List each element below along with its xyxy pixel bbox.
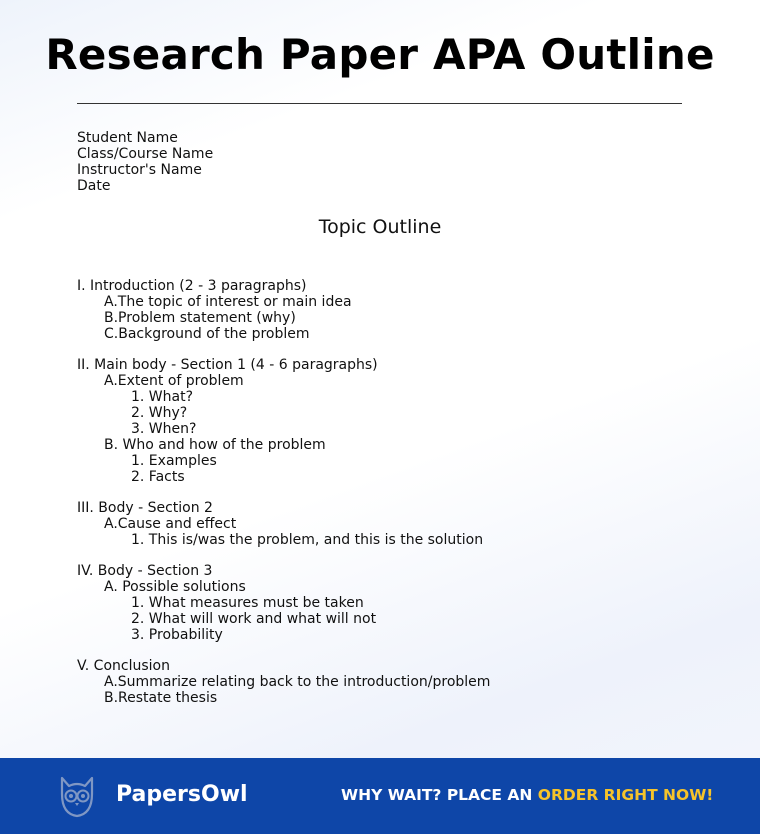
outline-subsubitem: 3. When? xyxy=(131,421,197,437)
footer-banner[interactable] xyxy=(0,758,760,834)
outline-heading: III. Body - Section 2 xyxy=(77,500,213,516)
brand-name[interactable]: PapersOwl xyxy=(116,782,248,807)
outline-section xyxy=(77,357,490,485)
outline-subitem: B.Restate thesis xyxy=(104,690,218,706)
outline-subitem: A.Extent of problem xyxy=(104,373,244,389)
instructor-name-line: Instructor's Name xyxy=(77,162,202,178)
student-name-line: Student Name xyxy=(77,130,178,146)
outline-heading: II. Main body - Section 1 (4 - 6 paragraphs) xyxy=(77,357,378,373)
page-title: Research Paper APA Outline xyxy=(45,30,715,79)
owl-logo-icon xyxy=(52,770,102,820)
course-name-line: Class/Course Name xyxy=(77,146,214,162)
student-info-block xyxy=(77,130,213,194)
outline-section xyxy=(77,500,490,548)
outline-heading: I. Introduction (2 - 3 paragraphs) xyxy=(77,278,307,294)
outline-subitem: B. Who and how of the problem xyxy=(104,437,326,453)
title-divider xyxy=(77,103,682,104)
outline-section xyxy=(77,563,490,643)
outline-subsubitem: 3. Probability xyxy=(131,627,223,643)
outline-subsubitem: 1. What? xyxy=(131,389,194,405)
outline-subitem: A.The topic of interest or main idea xyxy=(104,294,352,310)
date-line: Date xyxy=(77,178,111,194)
outline-subsubitem: 2. Facts xyxy=(131,469,185,485)
outline-heading: IV. Body - Section 3 xyxy=(77,563,213,579)
outline-subitem: A.Summarize relating back to the introduction/problem xyxy=(104,674,491,690)
order-cta-link[interactable] xyxy=(341,786,713,804)
outline-subitem: A. Possible solutions xyxy=(104,579,246,595)
outline-heading: V. Conclusion xyxy=(77,658,170,674)
outline-subsubitem: 1. What measures must be taken xyxy=(131,595,364,611)
outline-body xyxy=(77,278,490,721)
cta-prefix: WHY WAIT? PLACE AN xyxy=(341,786,538,804)
outline-subitem: C.Background of the problem xyxy=(104,326,310,342)
outline-subsubitem: 1. Examples xyxy=(131,453,217,469)
outline-section xyxy=(77,278,490,342)
topic-outline-heading: Topic Outline xyxy=(318,216,442,238)
cta-highlight: ORDER RIGHT NOW! xyxy=(537,786,714,804)
outline-subsubitem: 2. Why? xyxy=(131,405,188,421)
outline-subitem: B.Problem statement (why) xyxy=(104,310,296,326)
outline-subitem: A.Cause and effect xyxy=(104,516,237,532)
outline-subsubitem: 1. This is/was the problem, and this is the solution xyxy=(131,532,484,548)
outline-subsubitem: 2. What will work and what will not xyxy=(131,611,377,627)
outline-section xyxy=(77,658,490,706)
